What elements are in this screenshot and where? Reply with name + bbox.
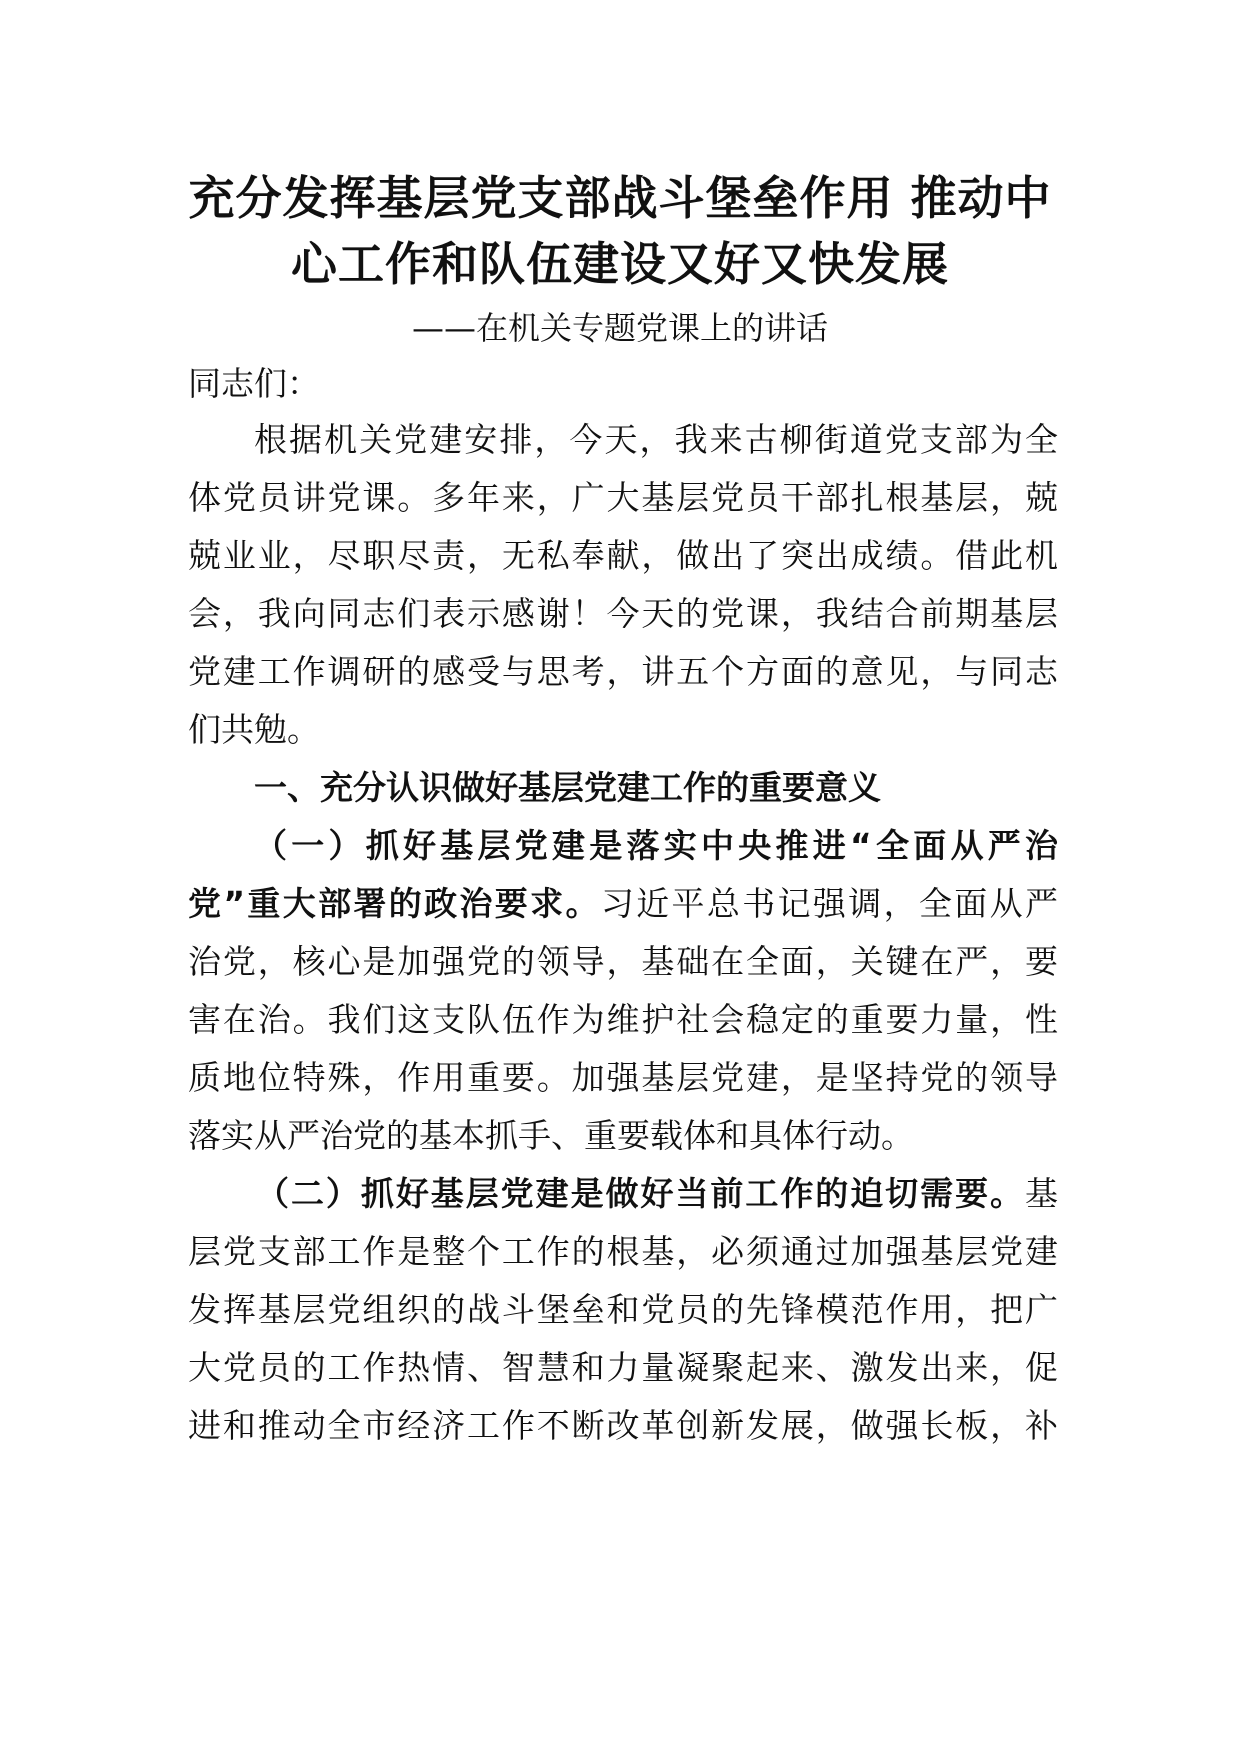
para1-line: 党建工作调研的感受与思考，讲五个方面的意见，与同志 xyxy=(188,652,1058,691)
title-line-2: 心工作和队伍建设又好又快发展 xyxy=(291,237,949,291)
sub1-line: 质地位特殊，作用重要。加强基层党建，是坚持党的领导 xyxy=(188,1058,1058,1097)
sub1-line: 害在治。我们这支队伍作为维护社会稳定的重要力量，性 xyxy=(188,1000,1058,1039)
sub2-line: 大党员的工作热情、智慧和力量凝聚起来、激发出来，促 xyxy=(188,1348,1058,1387)
sub1-line2-text: 习近平总书记强调，全面从严 xyxy=(600,884,1058,923)
para1-line: 会，我向同志们表示感谢！今天的党课，我结合前期基层 xyxy=(188,594,1058,633)
sub2-line1-text: 基 xyxy=(1025,1174,1058,1213)
sub2-line: 层党支部工作是整个工作的根基，必须通过加强基层党建 xyxy=(188,1232,1058,1271)
sub1-bold-line: （一）抓好基层党建是落实中央推进“全面从严治 xyxy=(254,826,1058,865)
para1-line: 根据机关党建安排，今天，我来古柳街道党支部为全 xyxy=(254,420,1058,459)
para1-line: 兢业业，尽职尽责，无私奉献，做出了突出成绩。借此机 xyxy=(188,536,1058,575)
sub1-line2 xyxy=(188,872,1058,936)
sub2-line: 发挥基层党组织的战斗堡垒和党员的先锋模范作用，把广 xyxy=(188,1290,1058,1329)
para1-line: 们共勉。 xyxy=(188,710,320,749)
sub2-line1 xyxy=(256,1162,1058,1226)
section-heading: 一、充分认识做好基层党建工作的重要意义 xyxy=(254,768,881,807)
sub1-line: 落实从严治党的基本抓手、重要载体和具体行动。 xyxy=(188,1116,914,1155)
salutation: 同志们： xyxy=(188,364,320,403)
para1-line: 体党员讲党课。多年来，广大基层党员干部扎根基层，兢 xyxy=(188,478,1058,517)
sub1-line: 治党，核心是加强党的领导，基础在全面，关键在严，要 xyxy=(188,942,1058,981)
title-line-1: 充分发挥基层党支部战斗堡垒作用 推动中 xyxy=(188,171,1052,225)
subtitle: ——在机关专题党课上的讲话 xyxy=(411,309,828,347)
sub2-line: 进和推动全市经济工作不断改革创新发展，做强长板，补 xyxy=(188,1406,1058,1445)
sub2-bold-fragment: （二）抓好基层党建是做好当前工作的迫切需要。 xyxy=(256,1174,1025,1213)
sub1-bold-fragment: 党”重大部署的政治要求。 xyxy=(188,884,601,923)
